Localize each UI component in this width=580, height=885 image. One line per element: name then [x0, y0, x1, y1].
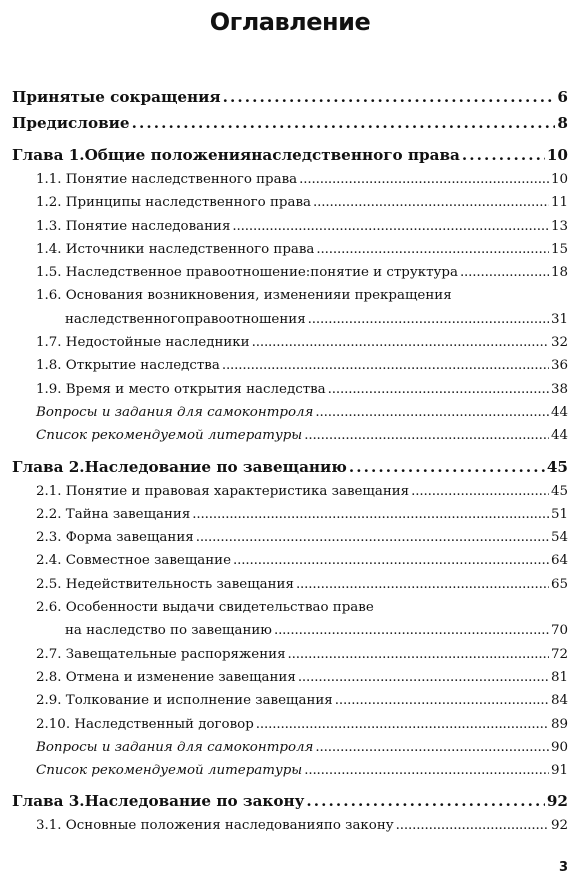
toc-entry-text: 1.1. Понятие наследственного права: [36, 172, 298, 187]
dot-leader: [462, 142, 545, 168]
toc-entry-section: [0, 238, 580, 261]
dot-leader: [349, 454, 545, 480]
dot-leader: [298, 666, 549, 689]
toc-page-number: 89: [550, 716, 568, 732]
toc-entry-text: Вопросы и задания для самоконтроля: [36, 404, 314, 420]
toc-page-number: 18: [550, 265, 568, 281]
toc-entry-text: Глава 1.Общие положениянаследственного права: [12, 146, 460, 164]
toc-entry-section-continuation: [0, 308, 580, 331]
toc-page-number: 70: [550, 623, 568, 639]
toc-entry-literature: [0, 759, 580, 782]
toc-entry-text: 1.3. Понятие наследования: [36, 218, 231, 234]
dot-leader: [299, 168, 549, 191]
toc-entry-text: 1.7. Недостойные наследники: [36, 335, 250, 351]
toc-entry-text: 1.2. Принципы наследственного права: [36, 195, 311, 211]
toc-page-number: 64: [550, 553, 568, 569]
dot-leader: [316, 238, 549, 261]
toc-entry-section: [0, 168, 580, 191]
dot-leader: [274, 619, 549, 642]
dot-leader: [233, 549, 549, 572]
toc-page-number: 44: [550, 404, 568, 420]
toc-entry-text: Глава 3.Наследование по закону: [12, 792, 305, 811]
toc-page-number: 6: [557, 88, 568, 106]
toc-page-number: 90: [550, 739, 568, 755]
toc-entry-chapter-3: [0, 788, 580, 814]
toc-page-number: 81: [550, 669, 568, 685]
toc-page-number: 44: [550, 428, 568, 444]
toc-entry-text: 1.6. Основания возникновения, измененияи прекращения: [36, 288, 452, 304]
dot-leader: [296, 573, 549, 596]
dot-leader: [222, 354, 549, 377]
toc-entry-text: 2.10. Наследственный договор: [36, 716, 254, 732]
toc-entry-literature: [0, 424, 580, 447]
toc-entry-section: [0, 354, 580, 377]
toc-entry-text: 2.8. Отмена и изменение завещания: [36, 669, 296, 685]
dot-leader: [315, 736, 549, 759]
toc-entry-text: Вопросы и задания для самоконтроля: [36, 739, 314, 755]
toc-page-number: 38: [550, 381, 568, 397]
toc-page-number: 84: [550, 693, 568, 709]
toc-entry-text: 1.5. Наследственное правоотношение:понятие и структура: [36, 265, 458, 281]
toc-page-number: 45: [546, 457, 568, 476]
toc-entry-section: [0, 480, 580, 503]
dot-leader: [288, 643, 549, 666]
toc-entry-section: [0, 331, 580, 354]
toc-entry-text: Список рекомендуемой литературы: [36, 763, 303, 779]
toc-entry-section: [0, 549, 580, 572]
toc-entry-section: [0, 215, 580, 238]
toc-page-number: 65: [550, 576, 568, 592]
toc-entry-abbreviations: [0, 84, 580, 110]
toc-entry-text: Предисловие: [12, 114, 130, 132]
toc-page-number: 31: [550, 311, 568, 327]
page-title: Оглавление: [209, 8, 371, 36]
toc-page-number: 13: [550, 218, 568, 234]
toc-page-number: 8: [557, 114, 568, 132]
toc-page-number: 91: [550, 763, 568, 779]
toc-entry-text: 1.9. Время и место открытия наследства: [36, 381, 326, 397]
dot-leader: [132, 110, 556, 136]
dot-leader: [315, 401, 549, 424]
toc-page-number: 15: [550, 241, 568, 257]
toc-page-number: 10: [550, 172, 568, 187]
toc-page-number: 45: [550, 483, 568, 499]
toc-entry-section: [0, 378, 580, 401]
dot-leader: [196, 526, 549, 549]
dot-leader: [223, 84, 556, 110]
dot-leader: [308, 308, 549, 331]
toc-page-number: 36: [550, 358, 568, 374]
dot-leader: [256, 713, 549, 736]
toc-entry-text: Список рекомендуемой литературы: [36, 428, 303, 444]
toc-entry-text: 2.6. Особенности выдачи свидетельствао праве: [36, 600, 374, 616]
toc-entry-chapter-2: [0, 454, 580, 480]
toc-page-number: 92: [550, 818, 568, 834]
toc-entry-text: 2.3. Форма завещания: [36, 530, 194, 546]
toc-entry-text: 2.2. Тайна завещания: [36, 506, 191, 522]
dot-leader: [335, 689, 549, 712]
toc-entry-preface: [0, 110, 580, 136]
toc-entry-text: 1.8. Открытие наследства: [36, 358, 220, 374]
toc-entry-section: [0, 713, 580, 736]
toc-entry-text-continued: наследственногоправоотношения: [65, 311, 306, 327]
toc-entry-section: [0, 261, 580, 284]
toc-entry-review-questions: [0, 736, 580, 759]
toc-entry-text: 3.1. Основные положения наследованияпо закону: [36, 818, 394, 834]
toc-page-number: 51: [550, 506, 568, 522]
dot-leader: [328, 378, 549, 401]
toc-page-number: 10: [546, 146, 568, 164]
toc-entry-section-first-line: [0, 284, 580, 307]
toc-entry-section: [0, 689, 580, 712]
toc-entry-section-continuation: [0, 619, 580, 642]
dot-leader: [411, 480, 549, 503]
toc-entry-text: 1.4. Источники наследственного права: [36, 241, 315, 257]
toc-entry-section: [0, 573, 580, 596]
toc-page-number: 32: [550, 335, 568, 351]
toc-entry-section: [0, 503, 580, 526]
toc-page-number: 72: [550, 646, 568, 662]
dot-leader: [313, 191, 549, 214]
dot-leader: [460, 261, 549, 284]
dot-leader: [306, 788, 545, 814]
dot-leader: [304, 424, 549, 447]
toc-entry-section: [0, 814, 580, 837]
toc-entry-chapter-1: [0, 142, 580, 168]
table-of-contents: [0, 84, 580, 838]
toc-entry-text: 2.4. Совместное завещание: [36, 553, 232, 569]
dot-leader: [304, 759, 549, 782]
toc-entry-review-questions: [0, 401, 580, 424]
toc-page-number: 11: [550, 195, 568, 211]
toc-entry-text: 2.7. Завещательные распоряжения: [36, 646, 286, 662]
toc-entry-text: 2.1. Понятие и правовая характеристика завещания: [36, 483, 410, 499]
toc-entry-section-first-line: [0, 596, 580, 619]
toc-entry-section: [0, 666, 580, 689]
toc-entry-text: Глава 2.Наследование по завещанию: [12, 457, 347, 476]
toc-entry-section: [0, 526, 580, 549]
dot-leader: [252, 331, 549, 354]
toc-entry-text: 2.5. Недействительность завещания: [36, 576, 294, 592]
toc-entry-text-continued: на наследство по завещанию: [65, 623, 272, 639]
dot-leader: [232, 215, 549, 238]
toc-entry-section: [0, 643, 580, 666]
toc-entry-section: [0, 191, 580, 214]
toc-page-number: 54: [550, 530, 568, 546]
toc-entry-text: Принятые сокращения: [12, 88, 221, 106]
page-number: 3: [558, 860, 568, 875]
dot-leader: [192, 503, 549, 526]
toc-page-number: 92: [546, 792, 568, 811]
dot-leader: [396, 814, 549, 837]
toc-entry-text: 2.9. Толкование и исполнение завещания: [36, 693, 333, 709]
